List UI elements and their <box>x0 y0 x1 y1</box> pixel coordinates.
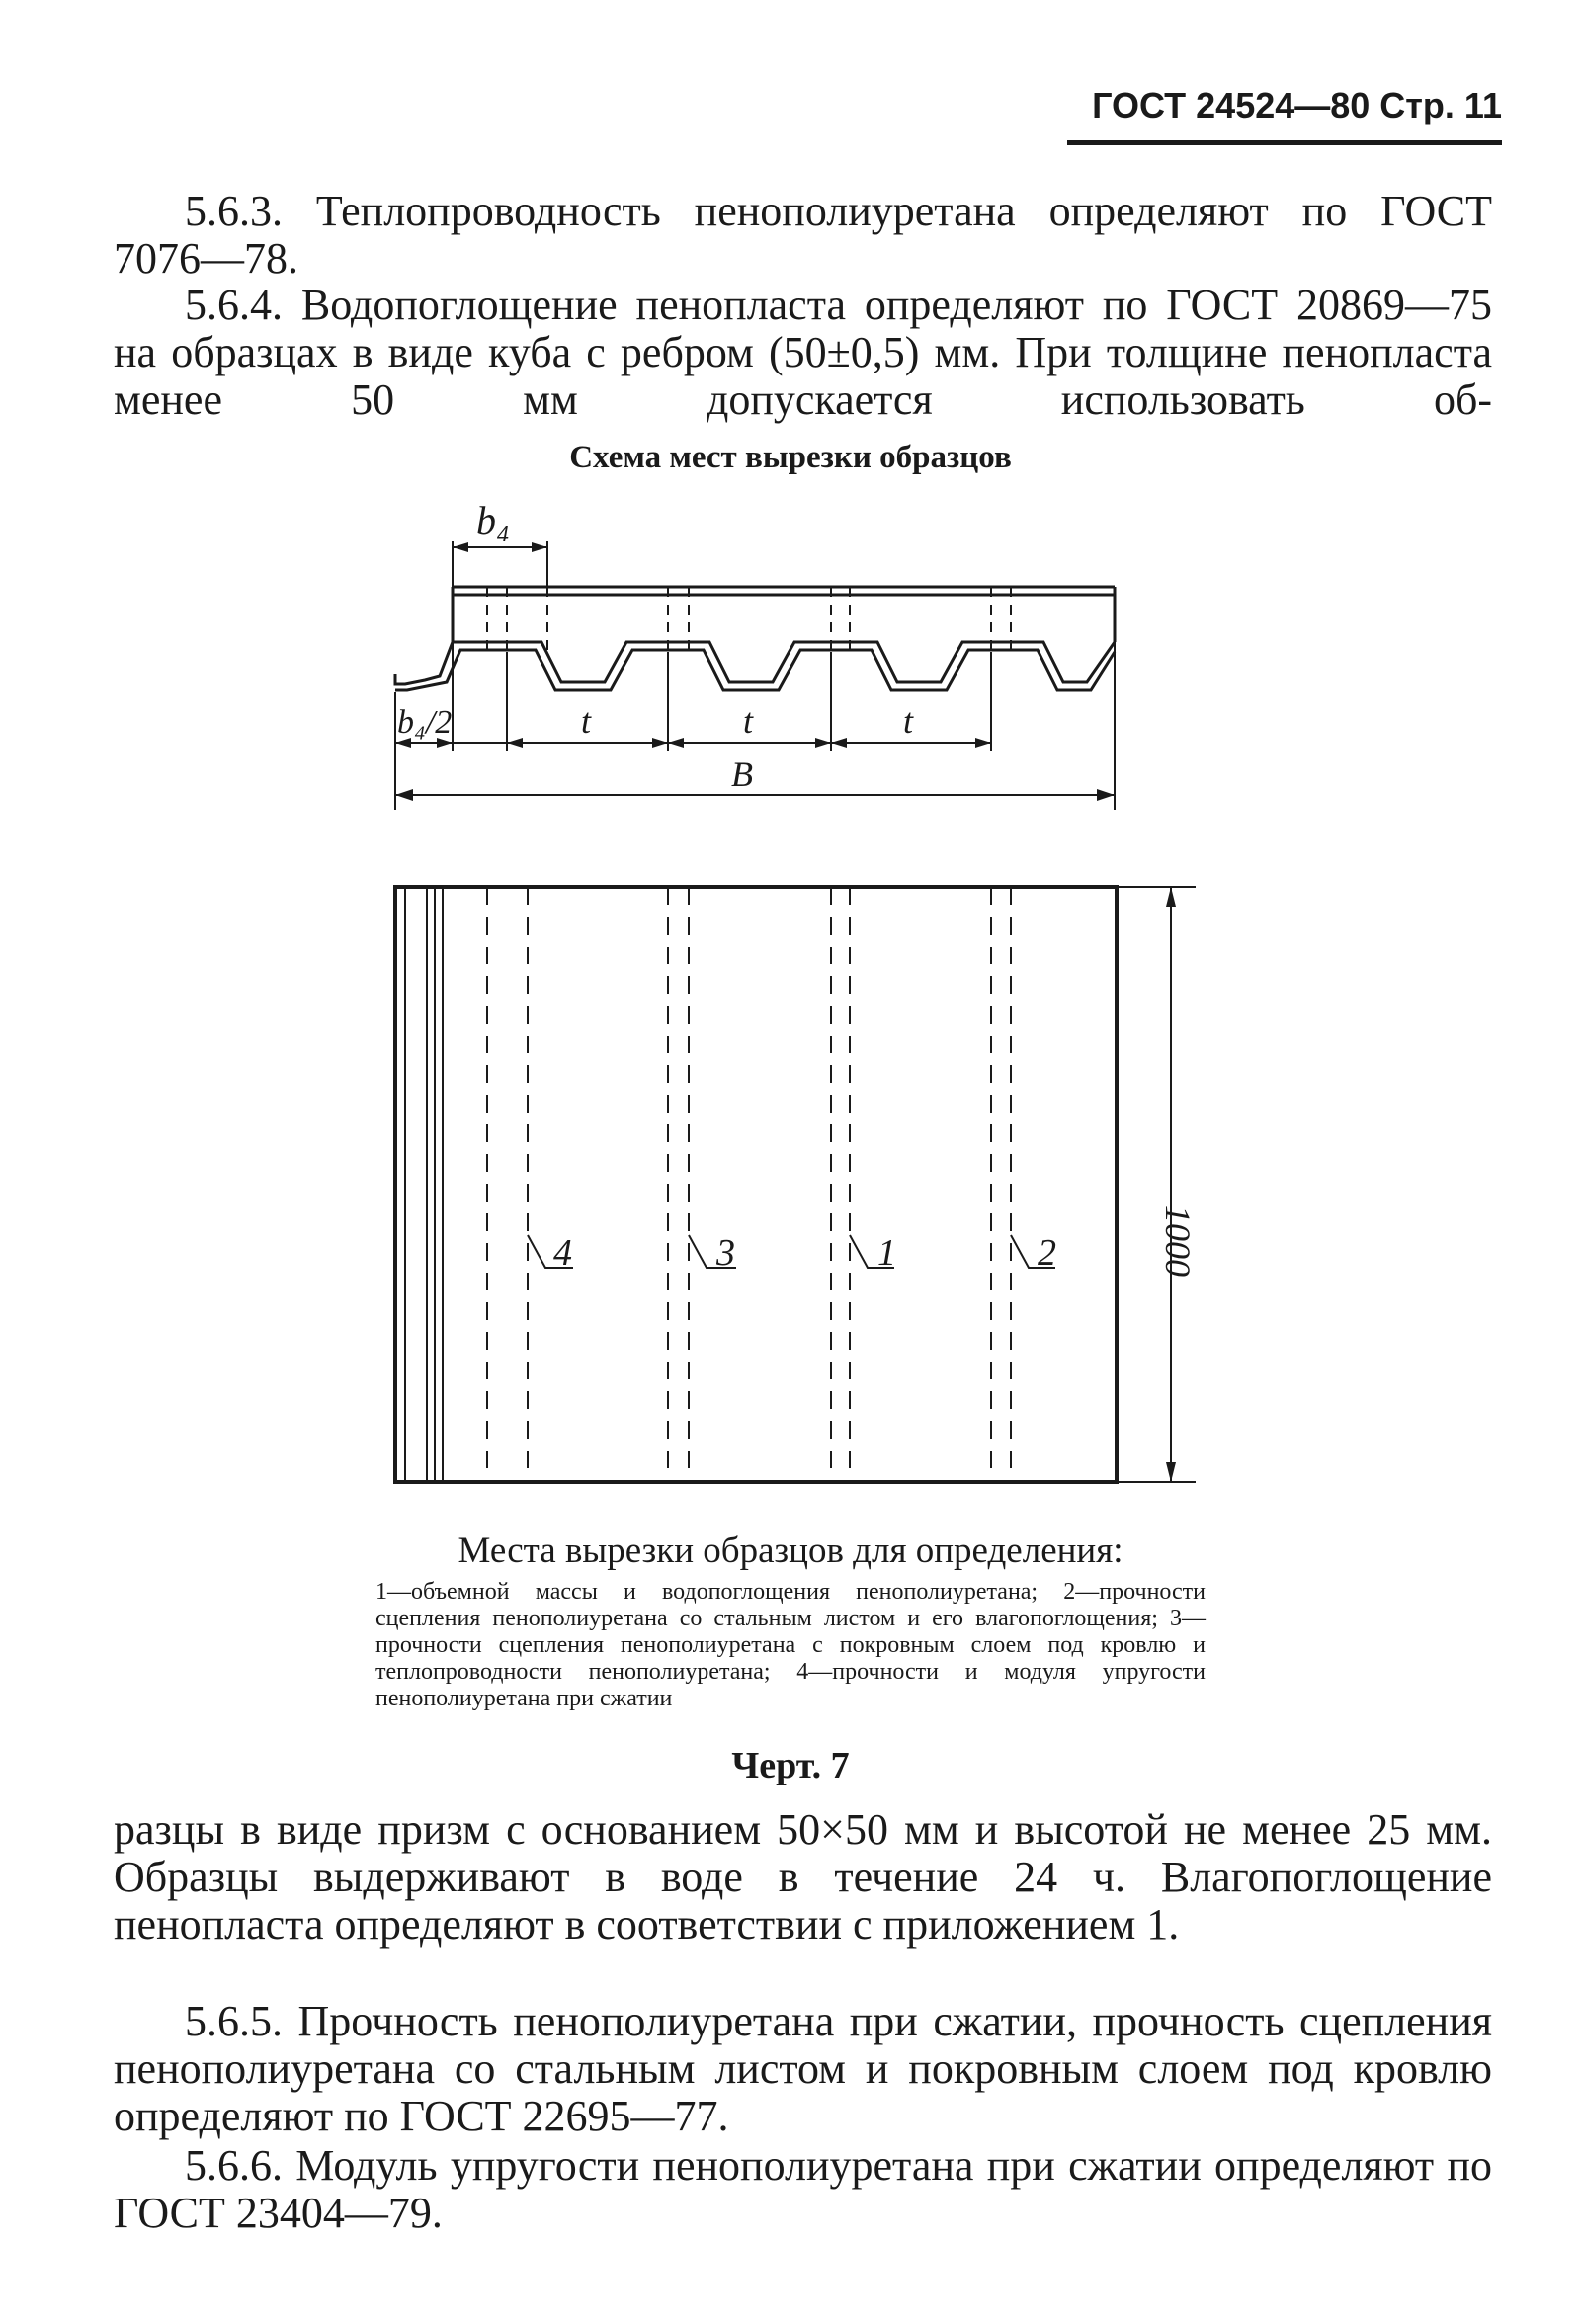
page-header: ГОСТ 24524—80 Стр. 11 <box>1092 85 1502 125</box>
label-b4-half: b₄/2 <box>397 705 453 741</box>
profile-outer <box>395 642 1115 684</box>
label-B: B <box>731 754 753 793</box>
label-n1: 1 <box>877 1232 896 1274</box>
plan-outline <box>395 887 1117 1482</box>
paragraph-5-6-4: 5.6.4. Водопоглощение пенопласта определяют по ГОСТ 20869—75 на образцах в виде куба с ребром (50±0,5) мм. При толщине пенопласта менее 50 мм допускается использовать об- <box>114 281 1492 424</box>
paragraph-5-6-4-cont: разцы в виде призм с основанием 50×50 мм и высотой не менее 25 мм. Образцы выдерживают в воде в течение 24 ч. Влагопоглощение пенопласта определяют в соответствии с приложением 1. <box>114 1805 1492 1949</box>
label-t-1: t <box>581 702 592 741</box>
paragraph-5-6-5: 5.6.5. Прочность пенополиуретана при сжатии, прочность сцепления пенополиуретана со стальным листом и покровным слоем под кровлю определяют по ГОСТ 22695—77. <box>114 1997 1492 2140</box>
label-b4: b₄ <box>476 498 510 542</box>
paragraph-5-6-3-cont: 7076—78. <box>114 234 298 283</box>
label-1000: 1000 <box>1158 1205 1198 1277</box>
figure-legend: 1—объемной массы и водопоглощения пенополиуретана; 2—прочности сцепления пенополиуретана со стальным листом и его влагопоглощения; 3—прочности сцепления пенополиуретана с покровным слоем под кровлю и теплопроводности пенополиуретана; 4—прочности и модуля упругости пенополиуретана при сжатии <box>375 1579 1206 1711</box>
label-t-3: t <box>903 702 914 741</box>
label-t-2: t <box>743 702 754 741</box>
label-n2: 2 <box>1038 1232 1056 1274</box>
figure-title: Схема мест вырезки образцов <box>569 440 1012 475</box>
figure-caption: Места вырезки образцов для определения: <box>458 1531 1123 1571</box>
profile-inner <box>395 650 1115 690</box>
label-n3: 3 <box>716 1232 735 1274</box>
label-n4: 4 <box>553 1232 572 1274</box>
paragraph-5-6-6: 5.6.6. Модуль упругости пенополиуретана при сжатии определяют по ГОСТ 23404—79. <box>114 2141 1492 2237</box>
figure-number: Черт. 7 <box>731 1745 850 1786</box>
paragraph-5-6-3: 5.6.3. Теплопроводность пенополиуретана определяют по ГОСТ <box>185 187 1492 235</box>
